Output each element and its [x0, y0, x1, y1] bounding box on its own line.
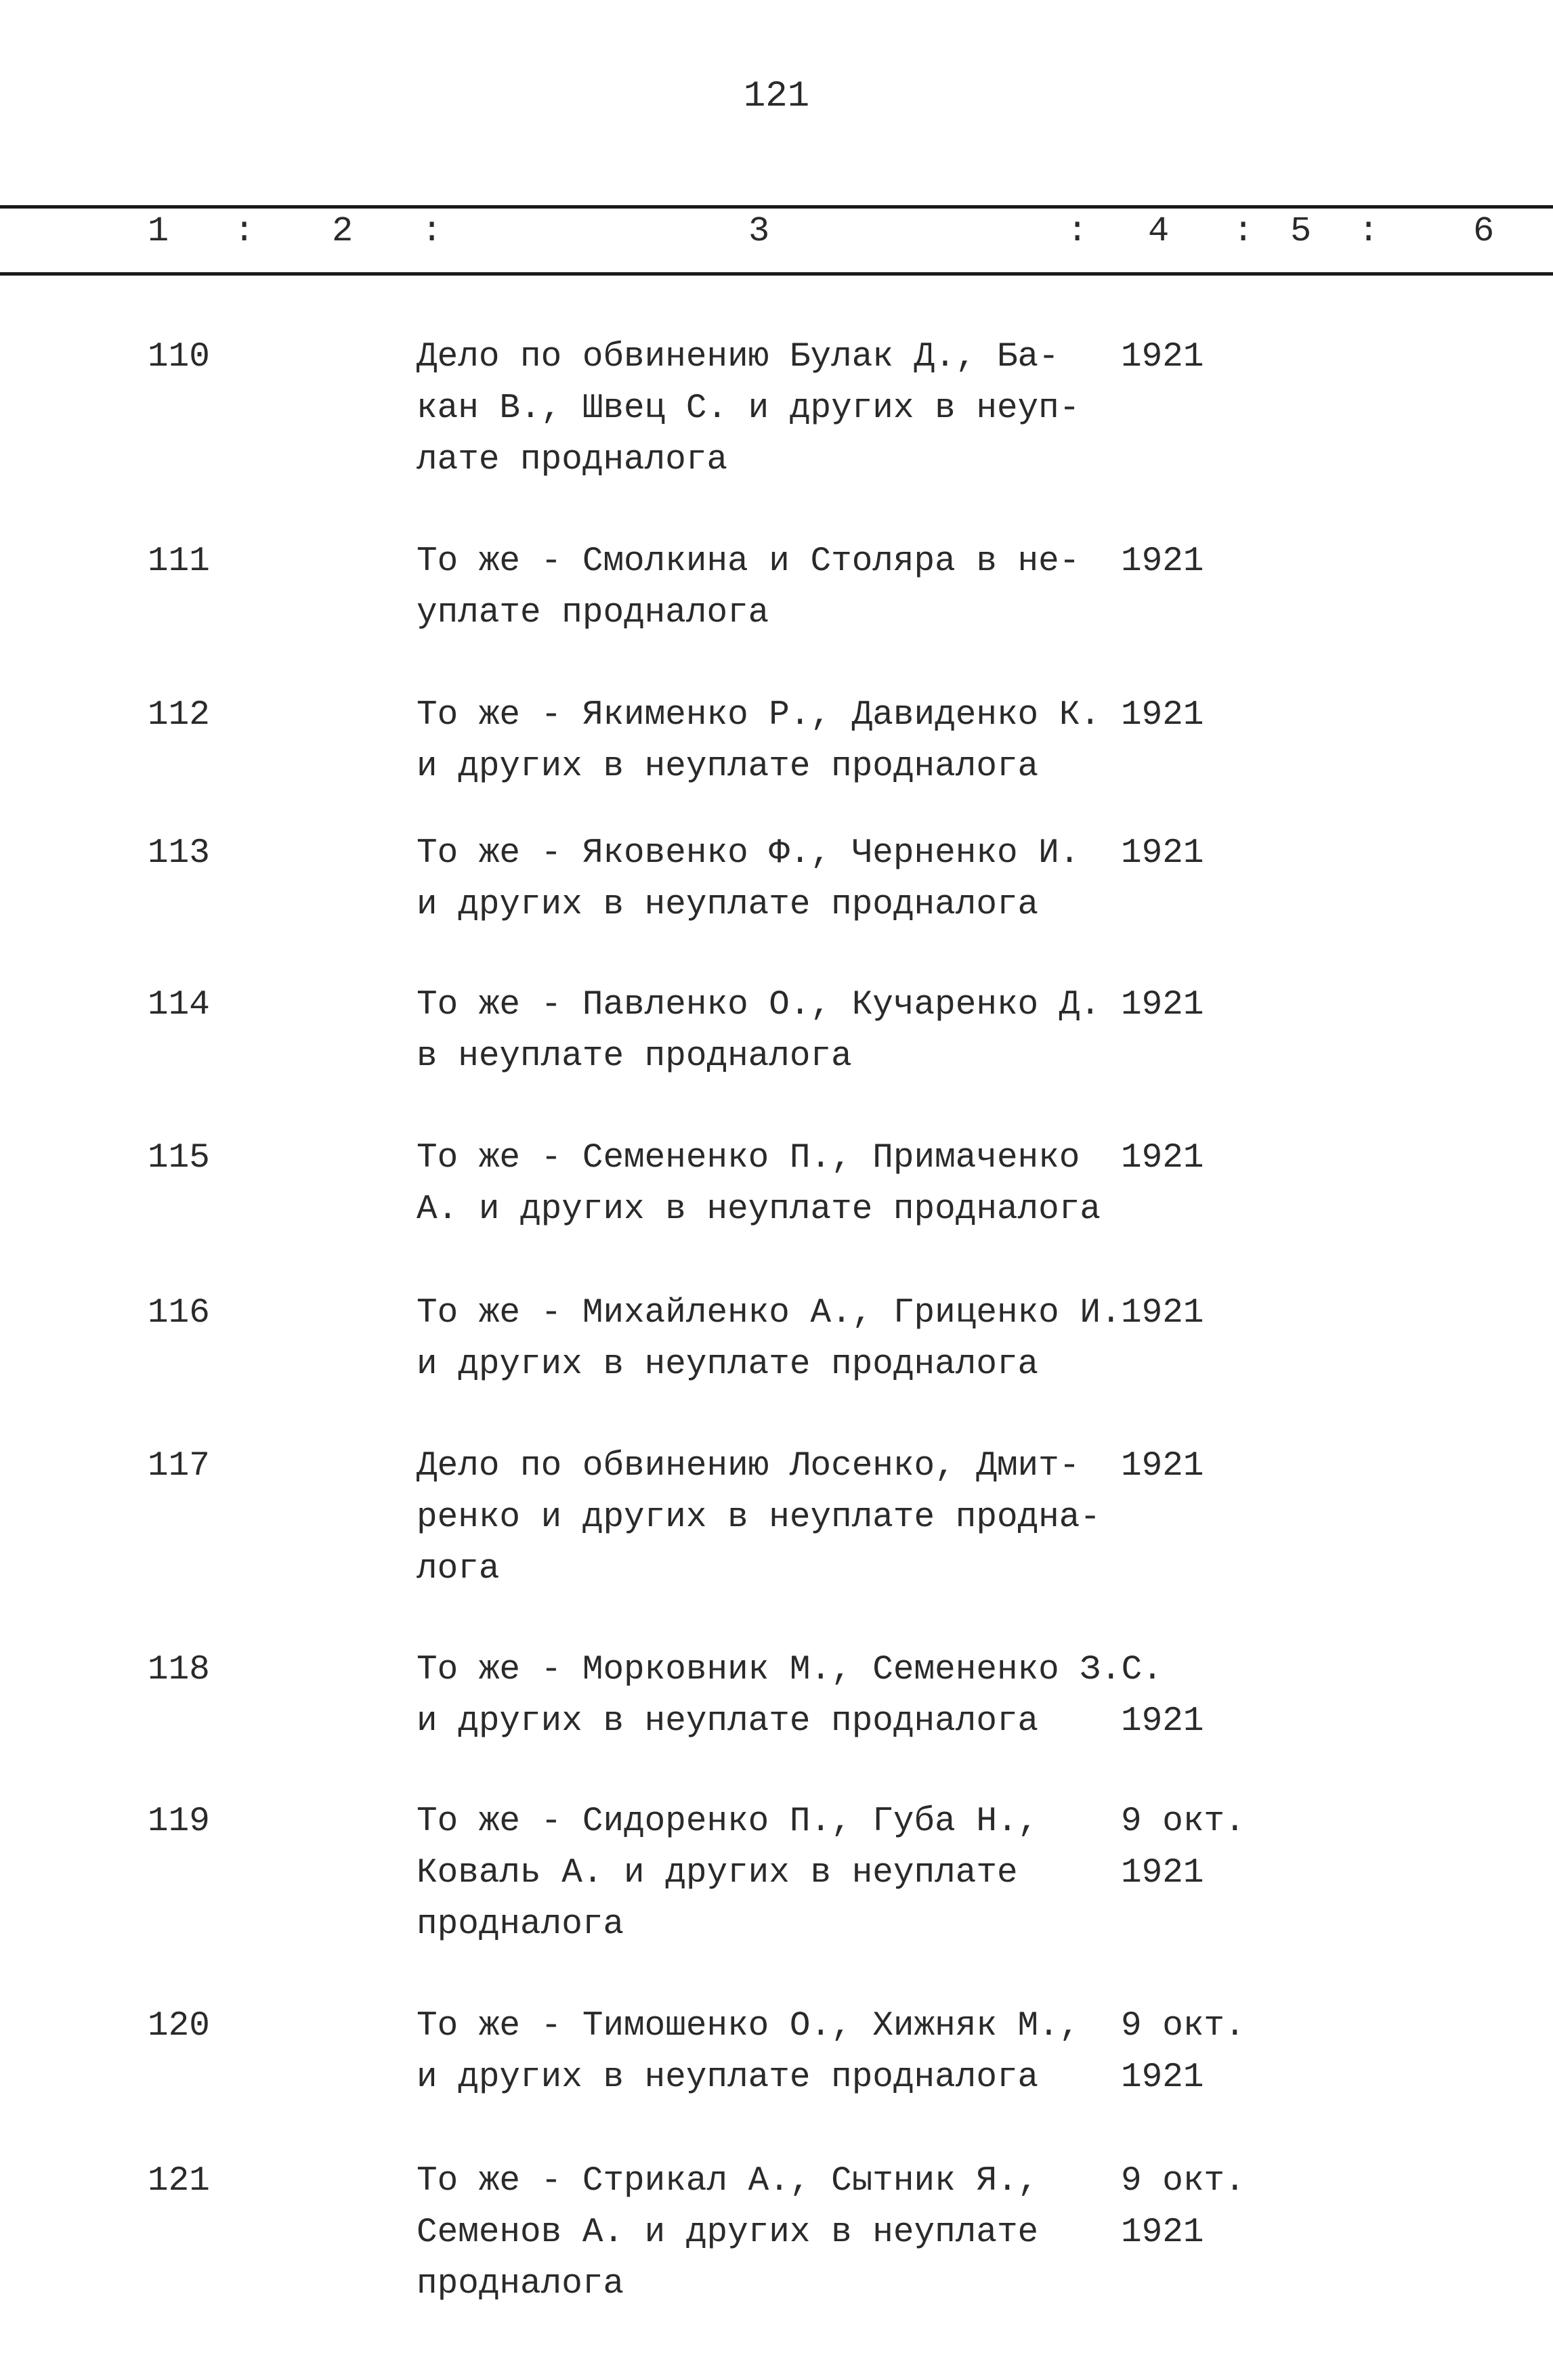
record-description: [417, 332, 1080, 486]
column-header-4: 4: [1148, 211, 1170, 251]
description-line: То же - Морковник М., Семененко З.С.: [417, 1651, 1163, 1689]
page-number: 121: [743, 76, 810, 117]
record-date: [1121, 1645, 1204, 1748]
record-number: 112: [148, 696, 210, 735]
record-number: 114: [148, 986, 210, 1024]
record-date: [1121, 332, 1204, 383]
description-line: лате продналога: [417, 441, 728, 479]
column-header-5: 5: [1290, 211, 1312, 251]
record-description: [417, 2156, 1038, 2310]
column-separator: :: [421, 211, 443, 251]
record-date: [1121, 1441, 1204, 1492]
description-line: и других в неуплате продналога: [417, 748, 1039, 786]
date-line: 1921: [1121, 1702, 1204, 1741]
description-line: То же - Павленко О., Кучаренко Д.: [417, 986, 1101, 1024]
record-number: 117: [148, 1447, 210, 1486]
description-line: То же - Михайленко А., Гриценко И.: [417, 1294, 1122, 1333]
record-description: [417, 690, 1101, 793]
record-number: 121: [148, 2162, 210, 2201]
date-line: 1921: [1121, 1447, 1204, 1486]
description-line: Коваль А. и других в неуплате: [417, 1854, 1018, 1892]
description-line: кан В., Швец С. и других в неуп-: [417, 389, 1080, 428]
column-separator: :: [1233, 211, 1254, 251]
record-number: 111: [148, 542, 210, 581]
column-separator: :: [1358, 211, 1380, 251]
date-line: 9 окт.: [1121, 1802, 1246, 1841]
description-line: ренко и других в неуплате продна-: [417, 1498, 1101, 1537]
column-header-1: 1: [148, 211, 169, 251]
description-line: продналога: [417, 2265, 624, 2303]
description-line: Семенов А. и других в неуплате: [417, 2213, 1039, 2252]
description-line: и других в неуплате продналога: [417, 1345, 1039, 1384]
date-line: 1921: [1121, 2213, 1204, 2252]
date-line: 1921: [1121, 834, 1204, 873]
column-separator: :: [1067, 211, 1088, 251]
record-number: 119: [148, 1802, 210, 1841]
description-line: А. и других в неуплате продналога: [417, 1190, 1101, 1229]
date-line: 1921: [1121, 1139, 1204, 1177]
column-separator: :: [234, 211, 255, 251]
date-line: 1921: [1121, 2058, 1204, 2097]
date-line: 1921: [1121, 338, 1204, 376]
record-description: [417, 1796, 1038, 1951]
record-description: [417, 1288, 1122, 1391]
date-line: [1121, 1645, 1204, 1696]
column-header-6: 6: [1473, 211, 1495, 251]
description-line: Дело по обвинению Булак Д., Ба-: [417, 338, 1059, 376]
description-line: и других в неуплате продналога: [417, 2058, 1039, 2097]
header-bottom-rule: [0, 272, 1553, 276]
record-number: 113: [148, 834, 210, 873]
description-line: То же - Якименко Р., Давиденко К.: [417, 696, 1101, 735]
record-number: 110: [148, 338, 210, 376]
record-date: [1121, 1288, 1204, 1339]
description-line: Дело по обвинению Лосенко, Дмит-: [417, 1447, 1080, 1486]
date-line: 1921: [1121, 696, 1204, 735]
record-description: [417, 828, 1080, 931]
description-line: То же - Стрикал А., Сытник Я.,: [417, 2162, 1039, 2201]
header-top-rule: [0, 205, 1553, 209]
record-number: 116: [148, 1294, 210, 1333]
record-date: [1121, 2156, 1246, 2259]
date-line: 1921: [1121, 1854, 1204, 1892]
date-line: 1921: [1121, 542, 1204, 581]
column-header-3: 3: [748, 211, 770, 251]
record-description: [417, 1441, 1101, 1595]
record-number: 118: [148, 1651, 210, 1689]
record-description: [417, 1133, 1101, 1236]
date-line: 1921: [1121, 986, 1204, 1024]
date-line: 9 окт.: [1121, 2007, 1246, 2046]
record-number: 120: [148, 2007, 210, 2046]
record-date: [1121, 536, 1204, 588]
description-line: уплате продналога: [417, 594, 769, 632]
column-header-2: 2: [332, 211, 354, 251]
description-line: продналога: [417, 1905, 624, 1944]
description-line: То же - Семененко П., Примаченко: [417, 1139, 1080, 1177]
date-line: 1921: [1121, 1294, 1204, 1333]
record-description: [417, 2001, 1080, 2104]
description-line: То же - Тимошенко О., Хижняк М.,: [417, 2007, 1080, 2046]
record-date: [1121, 1796, 1246, 1899]
description-line: То же - Сидоренко П., Губа Н.,: [417, 1802, 1039, 1841]
description-line: То же - Смолкина и Столяра в не-: [417, 542, 1080, 581]
record-description: [417, 980, 1101, 1083]
description-line: лога: [417, 1550, 500, 1588]
record-date: [1121, 828, 1204, 880]
record-date: [1121, 1133, 1204, 1184]
record-description: [417, 536, 1080, 639]
record-description: [417, 1645, 1163, 1748]
description-line: в неуплате продналога: [417, 1037, 852, 1076]
description-line: и других в неуплате продналога: [417, 1702, 1039, 1741]
record-number: 115: [148, 1139, 210, 1177]
description-line: и других в неуплате продналога: [417, 886, 1039, 924]
record-date: [1121, 690, 1204, 741]
date-line: 9 окт.: [1121, 2162, 1246, 2201]
record-date: [1121, 980, 1204, 1031]
description-line: То же - Яковенко Ф., Черненко И.: [417, 834, 1080, 873]
record-date: [1121, 2001, 1246, 2104]
